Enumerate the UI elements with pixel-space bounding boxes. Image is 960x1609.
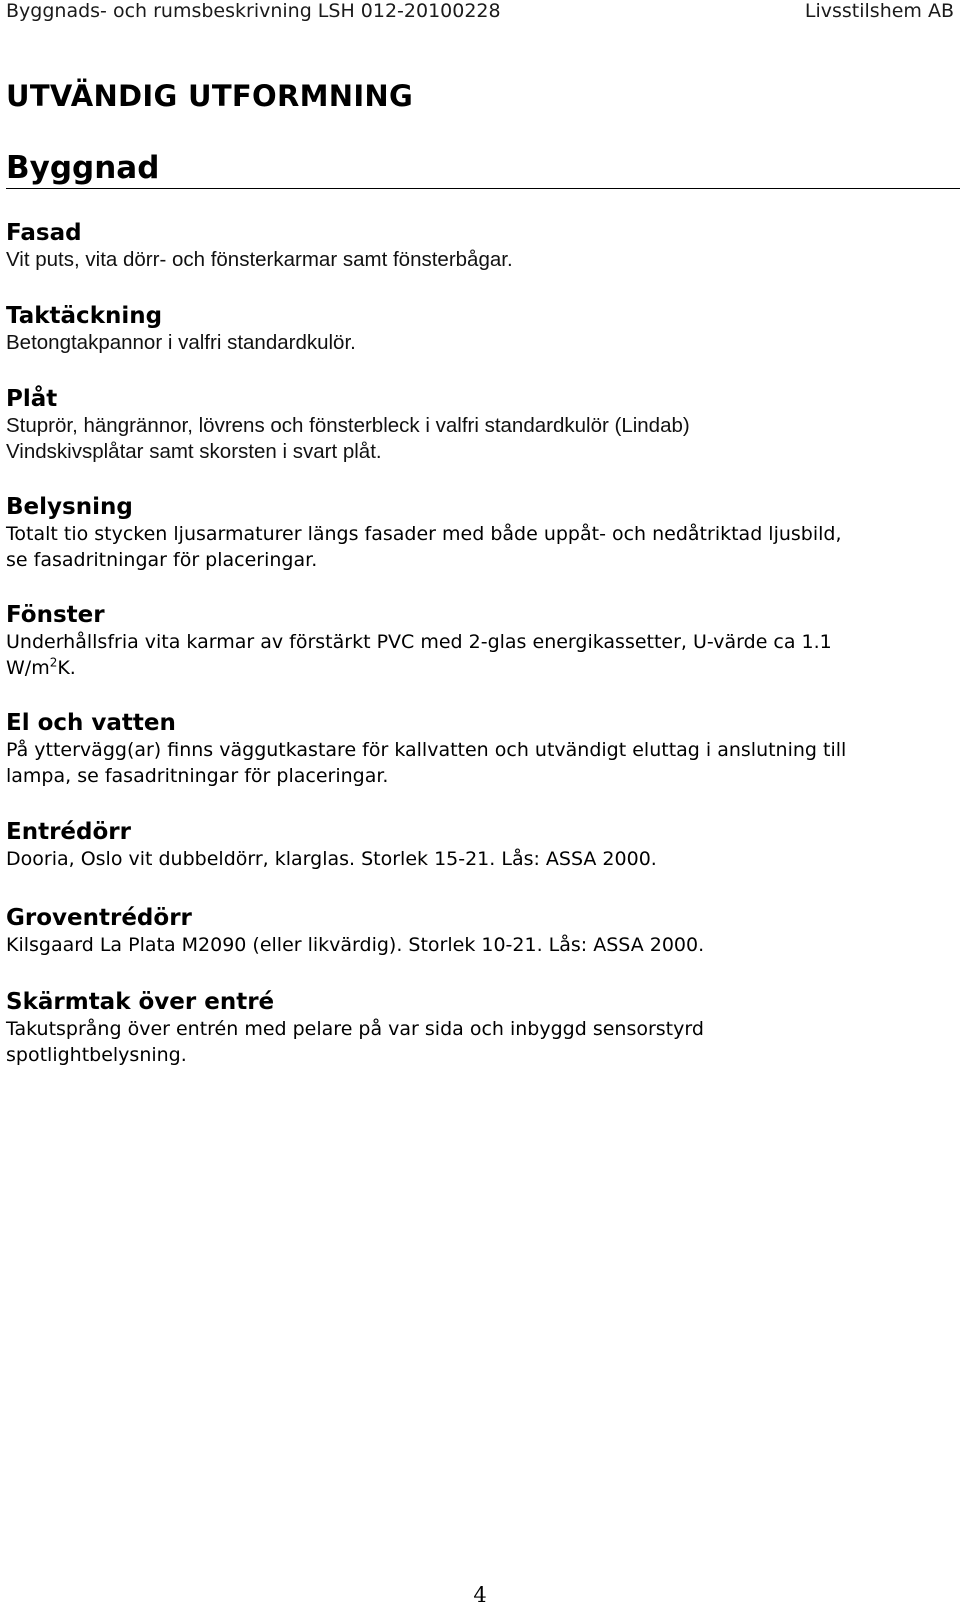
section-text: På yttervägg(ar) finns väggutkastare för kallvatten och utvändigt eluttag i anslutning till bbox=[6, 739, 847, 761]
section-groventredorr bbox=[6, 904, 950, 958]
section-el-och-vatten bbox=[6, 709, 950, 789]
section-fasad bbox=[6, 219, 950, 273]
section-text: lampa, se fasadritningar för placeringar. bbox=[6, 765, 389, 787]
section-skarmtak bbox=[6, 988, 950, 1068]
page-title: UTVÄNDIG UTFORMNING bbox=[6, 79, 414, 113]
section-heading: Belysning bbox=[6, 494, 133, 520]
section-text: Takutsprång över entrén med pelare på var sida och inbyggd sensorstyrd bbox=[6, 1018, 704, 1040]
section-text: Vindskivsplåtar samt skorsten i svart plåt. bbox=[6, 440, 382, 463]
section-text: Underhållsfria vita karmar av förstärkt PVC med 2-glas energikassetter, U-värde ca 1.1 bbox=[6, 631, 832, 653]
header-document-title: Byggnads- och rumsbeskrivning LSH 012-20100228 bbox=[6, 0, 501, 22]
unit-exponent: 2 bbox=[49, 655, 58, 670]
section-belysning bbox=[6, 493, 950, 573]
section-title: Byggnad bbox=[6, 148, 960, 189]
section-fonster bbox=[6, 601, 950, 681]
section-taktackning bbox=[6, 302, 950, 356]
section-heading: Fasad bbox=[6, 220, 82, 246]
section-heading: Entrédörr bbox=[6, 819, 131, 845]
section-text: Totalt tio stycken ljusarmaturer längs fasader med både uppåt- och nedåtriktad ljusbild, bbox=[6, 523, 842, 545]
page-number: 4 bbox=[473, 1583, 487, 1607]
unit-text: K. bbox=[57, 657, 76, 679]
section-text: spotlightbelysning. bbox=[6, 1044, 187, 1066]
section-text: se fasadritningar för placeringar. bbox=[6, 549, 318, 571]
section-heading: Taktäckning bbox=[6, 303, 163, 329]
section-heading: Plåt bbox=[6, 386, 58, 412]
page-header bbox=[6, 0, 954, 22]
section-text: Stuprör, hängrännor, lövrens och fönsterbleck i valfri standardkulör (Lindab) bbox=[6, 414, 690, 437]
section-heading: Skärmtak över entré bbox=[6, 989, 275, 1015]
section-entredorr bbox=[6, 818, 950, 872]
section-heading: El och vatten bbox=[6, 710, 176, 736]
section-text: Dooria, Oslo vit dubbeldörr, klarglas. Storlek 15-21. Lås: ASSA 2000. bbox=[6, 848, 657, 870]
unit-text: W/m bbox=[6, 657, 50, 679]
section-text: Kilsgaard La Plata M2090 (eller likvärdig). Storlek 10-21. Lås: ASSA 2000. bbox=[6, 934, 705, 956]
section-text: Betongtakpannor i valfri standardkulör. bbox=[6, 331, 356, 354]
section-heading: Groventrédörr bbox=[6, 905, 192, 931]
section-text: Vit puts, vita dörr- och fönsterkarmar samt fönsterbågar. bbox=[6, 248, 513, 271]
section-text-unit bbox=[6, 655, 950, 681]
section-plat bbox=[6, 385, 950, 465]
section-heading: Fönster bbox=[6, 602, 105, 628]
header-company-name: Livsstilshem AB bbox=[804, 0, 954, 22]
